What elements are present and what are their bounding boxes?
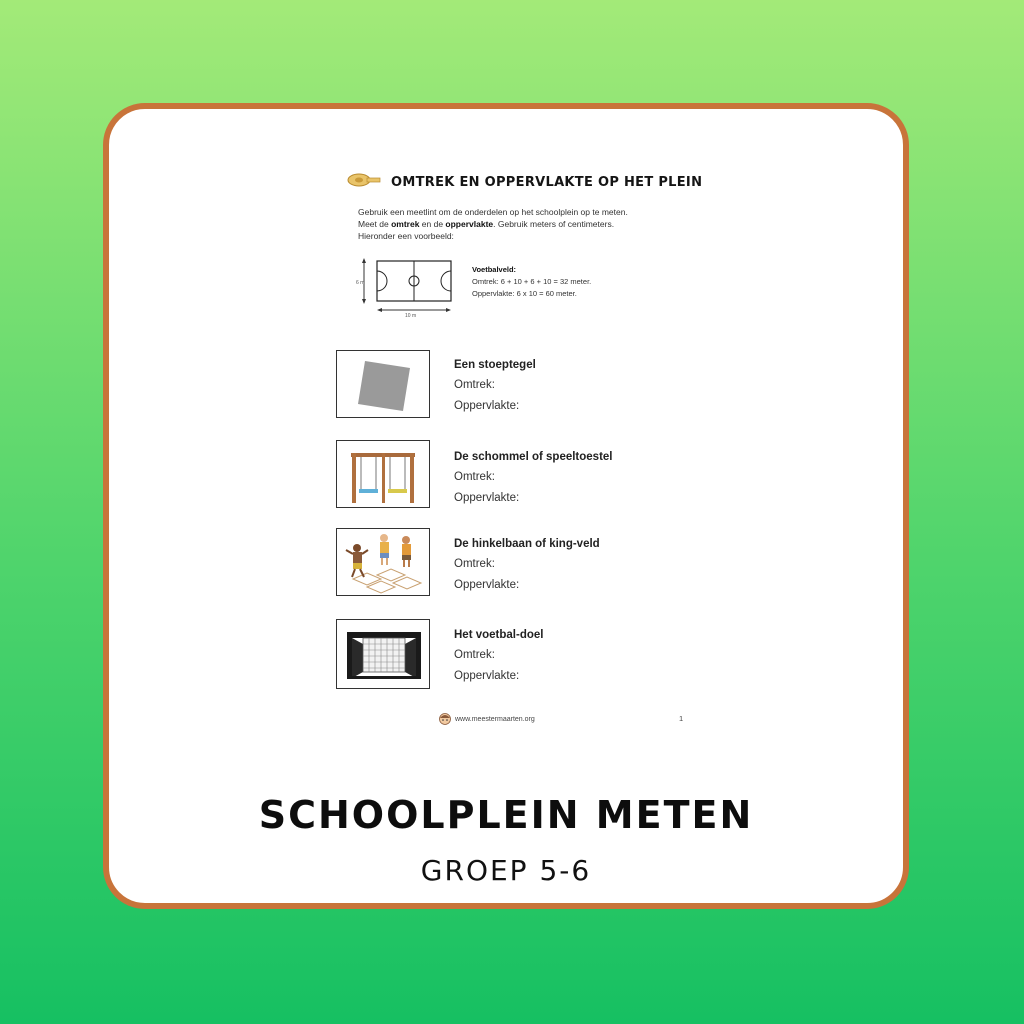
meester-avatar-icon	[439, 713, 451, 725]
item-2-omtrek: Omtrek:	[454, 471, 495, 483]
item-3-oppervlakte: Oppervlakte:	[454, 579, 520, 591]
hopscotch-image-box	[336, 528, 430, 596]
item-2-oppervlakte: Oppervlakte:	[454, 492, 520, 504]
hopscotch-kids-image	[337, 529, 431, 597]
tile-image-box	[336, 350, 430, 418]
tape-measure-icon	[347, 173, 381, 187]
football-goal-image	[337, 620, 431, 690]
item-3-title: De hinkelbaan of king-veld	[454, 538, 600, 550]
footer-url: www.meestermaarten.org	[455, 716, 535, 723]
item-4-oppervlakte: Oppervlakte:	[454, 670, 520, 682]
worksheet-title: OMTREK EN OPPERVLAKTE OP HET PLEIN	[391, 175, 703, 190]
item-4-title: Het voetbal-doel	[454, 629, 544, 641]
item-4-omtrek: Omtrek:	[454, 649, 495, 661]
item-3-omtrek: Omtrek:	[454, 558, 495, 570]
item-1-oppervlakte: Oppervlakte:	[454, 400, 520, 412]
page-number: 1	[679, 714, 684, 723]
worksheet-intro: Gebruik een meetlint om de onderdelen op het schoolplein op te meten. Meet de omtrek en de oppervlakte. Gebruik meters of centimeters. Hieronder een voorbeeld:	[358, 207, 628, 241]
example-text: Voetbalveld: Omtrek: 6 + 10 + 6 + 10 = 32 meter. Oppervlakte: 6 x 10 = 60 meter.	[472, 265, 592, 298]
swing-image	[337, 441, 431, 509]
item-1-title: Een stoeptegel	[454, 359, 536, 371]
swing-image-box	[336, 440, 430, 508]
paving-tile-image	[337, 351, 431, 419]
item-2-title: De schommel of speeltoestel	[454, 451, 613, 463]
field-height-label: 6 m	[356, 280, 365, 286]
football-field-diagram	[355, 257, 459, 321]
product-title: SCHOOLPLEIN METEN	[258, 793, 754, 837]
field-width-label: 10 m	[405, 313, 417, 319]
goal-image-box	[336, 619, 430, 689]
item-1-omtrek: Omtrek:	[454, 379, 495, 391]
product-card	[103, 103, 909, 909]
product-subtitle: GROEP 5-6	[420, 854, 592, 887]
